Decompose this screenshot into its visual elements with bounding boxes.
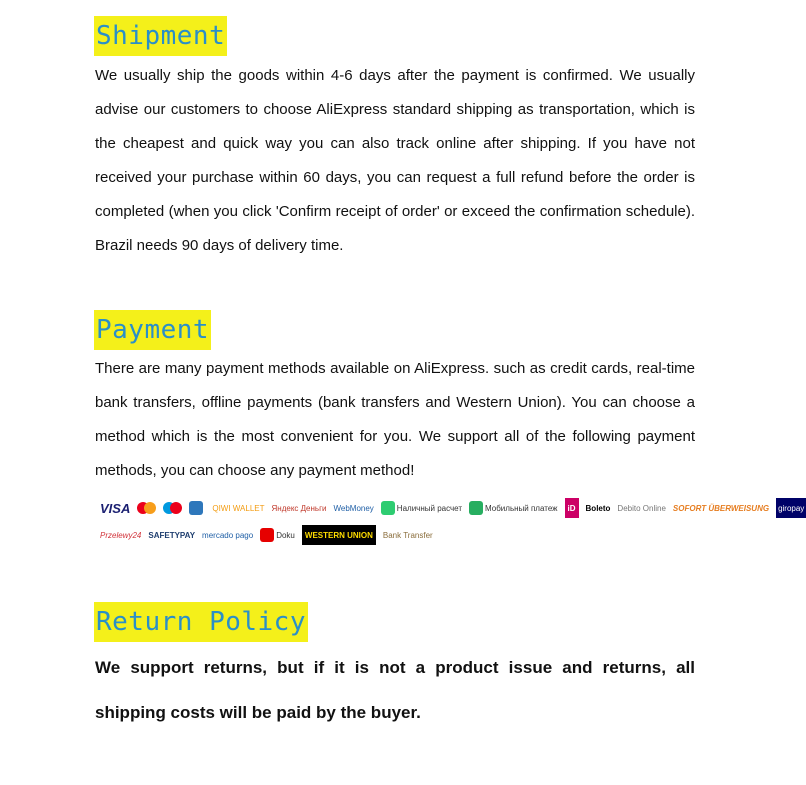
doku-logo: Doku <box>260 525 295 545</box>
qiwi-logo: QIWI WALLET <box>212 503 265 513</box>
giropay-logo: giropay <box>776 498 806 518</box>
payment-logos-row-2 <box>100 525 433 545</box>
webmoney-logo: WebMoney <box>333 503 374 513</box>
return-policy-text: We support returns, but if it is not a product issue and returns, all shipping costs will be paid by the buyer. <box>95 658 695 722</box>
mobile-payment-logo: Мобильный платеж <box>469 498 558 518</box>
return-policy-heading: Return Policy <box>94 602 308 642</box>
shipment-heading: Shipment <box>94 16 227 56</box>
amex-logo <box>189 498 205 518</box>
maestro-logo <box>163 498 182 518</box>
debito-online-logo: Debito Online <box>617 503 666 513</box>
shipment-text: We usually ship the goods within 4-6 days after the payment is confirmed. We usually advise our customers to choose AliExpress standard shipping as transportation, which is the cheapest and quick way you can also track online after shipping. If you have not received your purchase within 60 days, you can request a full refund before the order is completed (when you click 'Confirm receipt of order' or exceed the confirmation schedule). Brazil needs 90 days of delivery time. <box>95 67 695 254</box>
western-union-logo: WESTERN UNION <box>302 525 376 545</box>
yandex-money-logo: Яндекс Деньги <box>271 503 327 513</box>
boleto-logo: Boleto <box>585 503 611 513</box>
visa-logo: VISA <box>100 500 131 516</box>
payment-logos-row-1 <box>100 498 806 518</box>
payment-text: There are many payment methods available on AliExpress. such as credit cards, real-time bank transfers, offline payments (bank transfers and Western Union). You can choose a method which is the most convenient for you. We support all of the following payment methods, you can choose any payment method! <box>95 360 695 479</box>
mercado-pago-logo: mercado pago <box>202 530 254 540</box>
ideal-logo: iD <box>565 498 579 518</box>
przelewy24-logo: Przelewy24 <box>100 530 142 540</box>
cash-payment-logo: Наличный расчет <box>381 498 462 518</box>
mastercard-logo <box>137 498 156 518</box>
sofort-logo: SOFORT ÜBERWEISUNG <box>672 503 770 513</box>
bank-transfer-logo: Bank Transfer <box>382 530 433 540</box>
safetypay-logo: SAFETYPAY <box>148 530 196 540</box>
payment-heading: Payment <box>94 310 211 350</box>
